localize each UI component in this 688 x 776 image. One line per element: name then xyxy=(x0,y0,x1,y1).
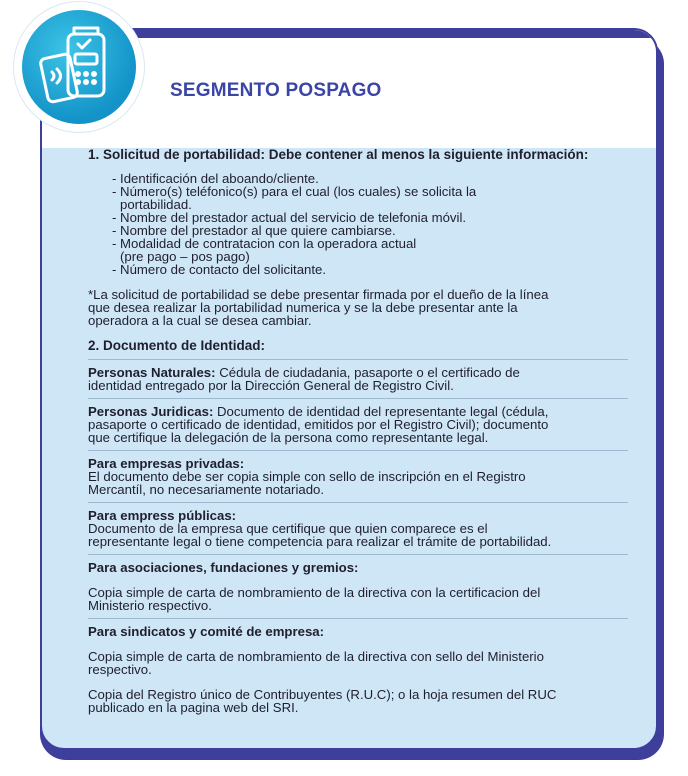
block-text: respectivo. xyxy=(88,662,152,677)
list-item: - Número(s) teléfonico(s) para el cual (los cuales) se solicita la xyxy=(112,184,477,199)
block-label: Para sindicatos y comité de empresa: xyxy=(88,624,325,639)
block-text: Documento de la empresa que certifique que quien comparece es el xyxy=(88,521,488,536)
note-line: *La solicitud de portabilidad se debe presentar firmada por el dueño de la línea xyxy=(88,287,549,302)
block-text: que certifique la delegación de la persona como representante legal. xyxy=(88,430,489,445)
block-label: Personas Naturales: xyxy=(88,365,216,380)
block-text: Copia simple de carta de nombramiento de la directiva con la certificacion del xyxy=(88,585,541,600)
list-item: portabilidad. xyxy=(120,197,192,212)
block-text: Ministerio respectivo. xyxy=(88,598,212,613)
list-item: - Número de contacto del solicitante. xyxy=(112,262,327,277)
block-asociaciones xyxy=(88,554,628,612)
note-line: operadora a la cual se desea cambiar. xyxy=(88,313,312,328)
block-text: Copia del Registro único de Contribuyentes (R.U.C); o la hoja resumen del RUC xyxy=(88,687,557,702)
block-text: Documento de identidad del representante legal (cédula, xyxy=(213,404,549,419)
section2-heading: 2. Documento de Identidad: xyxy=(88,338,266,353)
block-text: El documento debe ser copia simple con sello de inscripción en el Registro xyxy=(88,469,526,484)
block-personas-juridicas xyxy=(88,398,628,444)
block-text: Copia simple de carta de nombramiento de la directiva con sello del Ministerio xyxy=(88,649,544,664)
block-text: publicado en la pagina web del SRI. xyxy=(88,700,299,715)
block-text: Cédula de ciudadania, pasaporte o el certificado de xyxy=(215,365,520,380)
list-item: (pre pago – pos pago) xyxy=(120,249,250,264)
block-text: pasaporte o certificado de identidad, emitidos por el Registro Civil); documento xyxy=(88,417,549,432)
block-label: Para empresas privadas: xyxy=(88,456,245,471)
requirements-list xyxy=(112,172,628,276)
block-text: representante legal o tiene competencia para realizar el trámite de portabilidad. xyxy=(88,534,552,549)
block-sindicatos xyxy=(88,618,628,714)
content xyxy=(88,148,628,714)
payment-terminal-card-icon xyxy=(38,26,120,108)
note xyxy=(88,288,628,327)
list-item: - Nombre del prestador actual del servicio de telefonia móvil. xyxy=(112,210,467,225)
block-empresas-privadas xyxy=(88,450,628,496)
section1-heading: 1. Solicitud de portabilidad: Debe contener al menos la siguiente información: xyxy=(88,147,589,162)
note-line: que desea realizar la portabilidad numerica y se la debe presentar ante la xyxy=(88,300,518,315)
block-label: Para empress públicas: xyxy=(88,508,237,523)
block-label: Personas Juridicas: xyxy=(88,404,214,419)
list-item: - Identificación del aboando/cliente. xyxy=(112,171,319,186)
badge xyxy=(14,2,144,132)
block-personas-naturales xyxy=(88,359,628,392)
block-text: identidad entregado por la Dirección General de Registro Civil. xyxy=(88,378,454,393)
page-title: SEGMENTO POSPAGO xyxy=(170,80,382,101)
list-item: - Nombre del prestador al que quiere cambiarse. xyxy=(112,223,396,238)
list-item: - Modalidad de contratacion con la operadora actual xyxy=(112,236,417,251)
block-text: Mercantíl, no necesariamente notariado. xyxy=(88,482,325,497)
badge-circle xyxy=(22,10,136,124)
block-empresas-publicas xyxy=(88,502,628,548)
block-label: Para asociaciones, fundaciones y gremios: xyxy=(88,560,359,575)
